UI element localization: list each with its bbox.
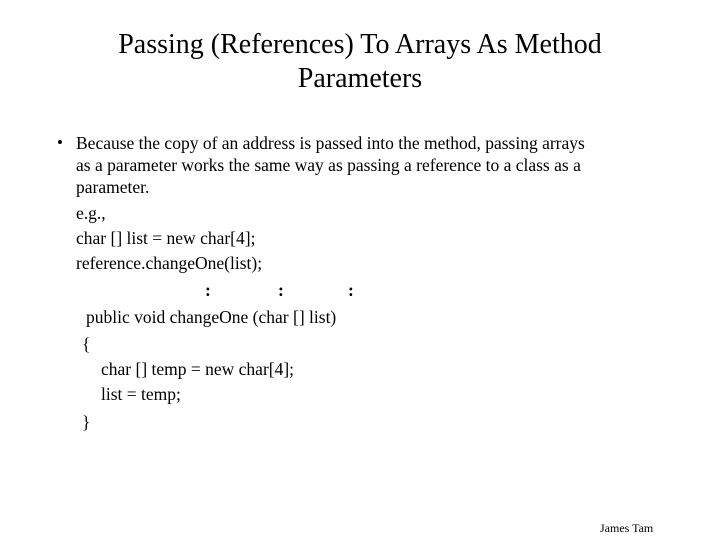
code-line-declare-list: char [] list = new char[4];: [76, 228, 256, 248]
ellipsis-colon-2: :: [278, 280, 284, 300]
footer-author: James Tam: [600, 521, 654, 535]
code-line-open-brace: {: [82, 334, 91, 354]
ellipsis-colon-1: :: [205, 280, 211, 300]
code-line-method-signature: public void changeOne (char [] list): [86, 307, 337, 327]
slide-title-line-2: Parameters: [297, 63, 423, 94]
code-line-close-brace: }: [82, 412, 91, 432]
code-line-call-changeone: reference.changeOne(list);: [76, 253, 263, 273]
bullet-icon: •: [57, 133, 63, 152]
bullet-text-line-1: Because the copy of an address is passed into the method, passing arrays: [76, 133, 585, 153]
code-line-declare-temp: char [] temp = new char[4];: [101, 359, 295, 379]
bullet-text-line-2: as a parameter works the same way as passing a reference to a class as a: [76, 155, 581, 175]
code-line-assign-temp: list = temp;: [101, 384, 181, 404]
bullet-text-line-3: parameter.: [76, 177, 150, 197]
slide-title-line-1: Passing (References) To Arrays As Method: [118, 29, 602, 60]
example-label: e.g.,: [76, 203, 106, 223]
ellipsis-colon-3: :: [348, 280, 354, 300]
